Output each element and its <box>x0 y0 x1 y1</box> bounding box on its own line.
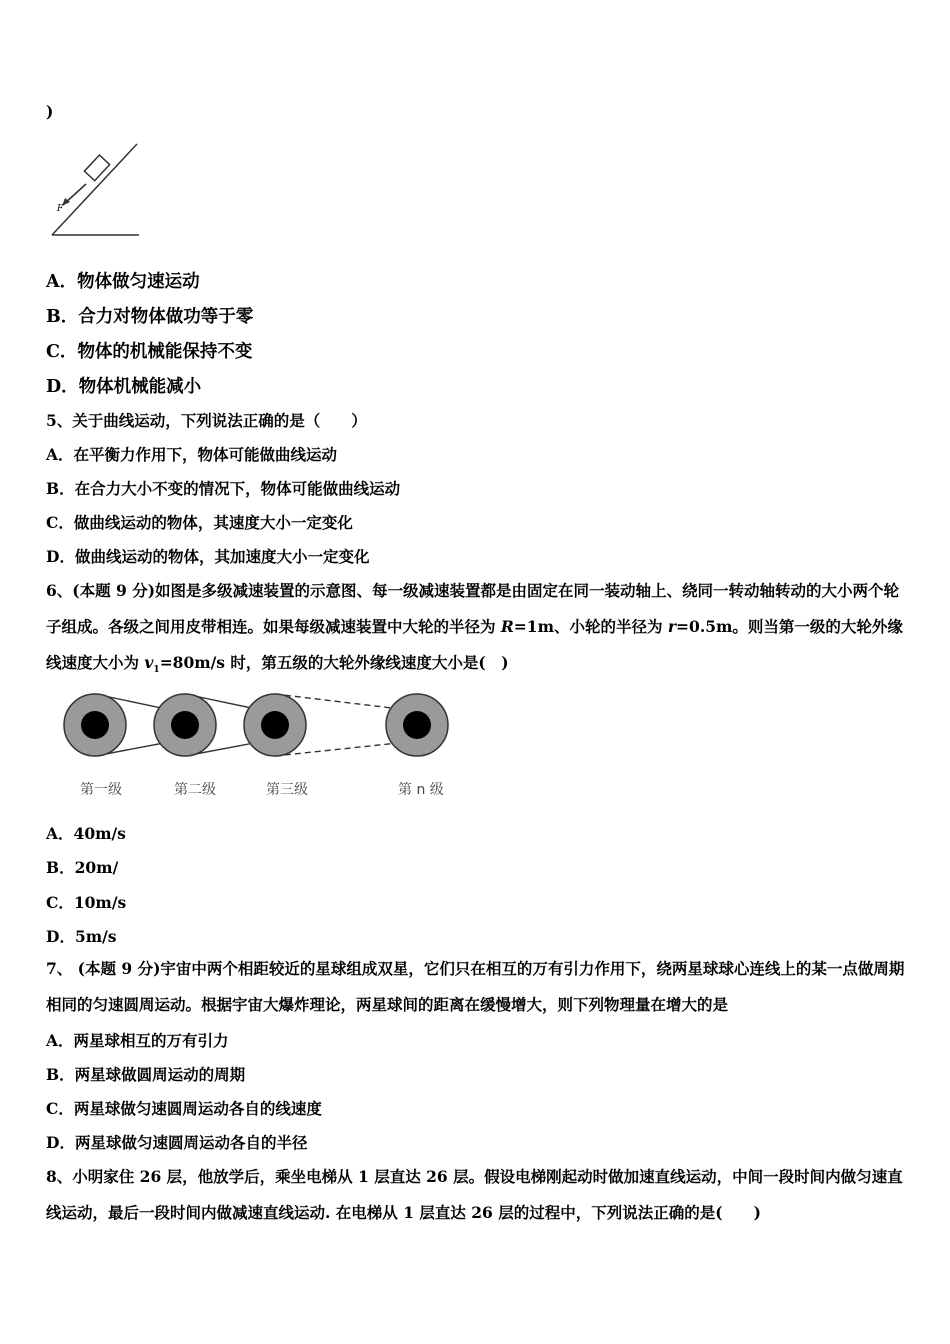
wheel-stage-2 <box>154 694 216 756</box>
q5-option-b[interactable] <box>46 479 400 499</box>
option-letter: A． <box>46 1031 74 1050</box>
q5-option-d[interactable] <box>46 547 369 567</box>
pulley-label-3: 第三级 <box>266 782 308 798</box>
q4-option-a[interactable] <box>46 272 200 292</box>
incline-slope <box>52 144 137 235</box>
q7-option-c[interactable] <box>46 1099 322 1119</box>
option-text: 物体的机械能保持不变 <box>77 342 253 362</box>
q6-option-b[interactable] <box>46 858 118 878</box>
q4-option-c[interactable] <box>46 342 252 362</box>
option-text: 做曲线运动的物体，其加速度大小一定变化 <box>74 547 370 566</box>
option-letter: D． <box>46 547 75 566</box>
option-text: 合力对物体做功等于零 <box>78 307 254 327</box>
q7-option-a[interactable] <box>46 1031 229 1051</box>
incline-figure <box>48 138 148 240</box>
option-letter: B． <box>46 307 79 327</box>
option-letter: C． <box>46 513 74 532</box>
wheel-stage-3 <box>244 694 306 756</box>
q4-option-d[interactable] <box>46 377 201 397</box>
q6-stem <box>46 573 908 688</box>
q5-option-c[interactable] <box>46 513 353 533</box>
q6-option-d[interactable] <box>46 927 117 947</box>
pulley-label-1: 第一级 <box>80 782 122 798</box>
closing-paren: ) <box>46 102 54 121</box>
option-text: 物体做匀速运动 <box>77 272 200 292</box>
q7-option-b[interactable] <box>46 1065 245 1085</box>
option-text: 物体机械能减小 <box>78 377 202 397</box>
q7-stem: 7、 (本题 9 分)宇宙中两个相距较近的星球组成双星，它们只在相互的万有引力作用下，绕两星球球心连线上的某一点做周期相同的匀速圆周运动。根据宇宙大爆炸理论，两星球间的距离在缓慢增大，则下列物理量在增大的是 <box>46 959 905 1014</box>
option-text: 两星球相互的万有引力 <box>73 1031 229 1050</box>
q6-stem-part: =0.5m。则当第一级的大轮外缘线速度大小为 <box>46 617 903 672</box>
option-text: 两星球做匀速圆周运动各自的线速度 <box>73 1099 322 1118</box>
option-text: 两星球做匀速圆周运动各自的半径 <box>74 1133 308 1152</box>
option-letter: A． <box>46 272 78 292</box>
option-letter: A． <box>46 824 74 843</box>
q5-stem: 5、关于曲线运动，下列说法正确的是（ ） <box>46 411 367 430</box>
r-symbol: r <box>667 617 677 636</box>
wheel-stage-1 <box>64 694 126 756</box>
option-text: 20m/ <box>74 858 119 877</box>
option-letter: D． <box>46 377 79 397</box>
v-subscript: 1 <box>153 665 160 676</box>
v-symbol: v <box>144 653 154 672</box>
option-text: 在平衡力作用下，物体可能做曲线运动 <box>73 445 338 464</box>
q6-option-c[interactable] <box>46 893 126 913</box>
q6-stem-part: =80m/s 时，第五级的大轮外缘线速度大小是( ) <box>159 653 509 672</box>
option-text: 两星球做圆周运动的周期 <box>74 1065 246 1084</box>
R-symbol: R <box>500 617 514 636</box>
option-letter: B． <box>46 858 75 877</box>
option-letter: C． <box>46 893 74 912</box>
option-letter: B． <box>46 1065 75 1084</box>
option-letter: C． <box>46 342 78 362</box>
pulley-figure <box>60 690 450 770</box>
q6-option-a[interactable] <box>46 824 126 844</box>
pulley-label-2: 第二级 <box>174 782 216 798</box>
option-letter: C． <box>46 1099 74 1118</box>
option-letter: B． <box>46 479 75 498</box>
option-letter: A． <box>46 445 74 464</box>
q6-stem-part: =1m、小轮的半径为 <box>513 617 668 636</box>
option-text: 5m/s <box>74 927 117 946</box>
q7-option-d[interactable] <box>46 1133 307 1153</box>
pulley-label-n: 第 n 级 <box>398 782 444 798</box>
q6-stem-part: 6、(本题 9 分)如图是多级减速装置的示意图、每一级减速装置都是由固定在同一装动轴上、绕同一转动轴转动的大小两个轮子组成。各级之间用皮带相连。如果每级减速装置中大轮的半径为 <box>46 581 900 636</box>
option-letter: D． <box>46 1133 75 1152</box>
force-label: F <box>57 204 64 214</box>
option-letter: D． <box>46 927 75 946</box>
q4-option-b[interactable] <box>46 307 253 327</box>
q8-stem: 8、小明家住 26 层，他放学后，乘坐电梯从 1 层直达 26 层。假设电梯刚起动时做加速直线运动，中间一段时间内做匀速直线运动，最后一段时间内做减速直线运动. 在电梯从 1 层直达 26 层的过程中，下列说法正确的是( ) <box>46 1167 903 1222</box>
option-text: 40m/s <box>73 824 126 843</box>
option-text: 在合力大小不变的情况下，物体可能做曲线运动 <box>74 479 401 498</box>
q5-option-a[interactable] <box>46 445 337 465</box>
option-text: 10m/s <box>73 893 127 912</box>
wheel-stage-n <box>386 694 448 756</box>
option-text: 做曲线运动的物体，其速度大小一定变化 <box>73 513 353 532</box>
